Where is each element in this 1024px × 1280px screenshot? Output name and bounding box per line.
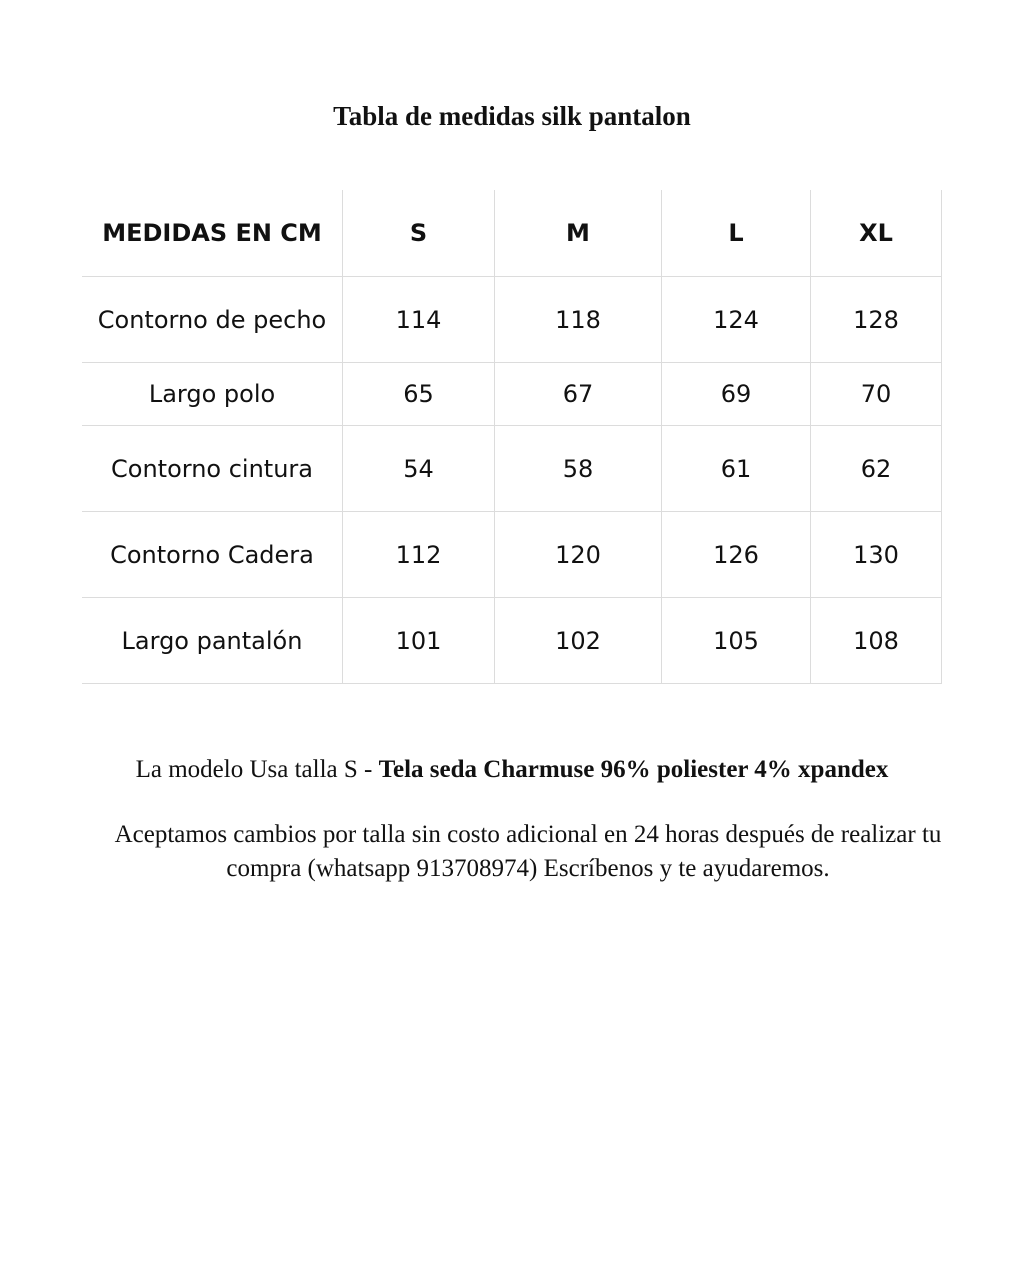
cell-value: 67	[495, 363, 662, 426]
cell-value: 118	[495, 277, 662, 363]
exchange-policy: Aceptamos cambios por talla sin costo adicional en 24 horas después de realizar tu compra (whatsapp 913708974) Escríbenos y te ayudaremos.	[114, 821, 942, 882]
row-label: Contorno Cadera	[82, 512, 343, 598]
header-size-m: M	[495, 190, 662, 277]
cell-value: 102	[495, 598, 662, 684]
row-label: Largo polo	[82, 363, 343, 426]
cell-value: 120	[495, 512, 662, 598]
cell-value: 101	[343, 598, 495, 684]
row-label: Contorno de pecho	[82, 277, 343, 363]
size-table	[82, 190, 942, 684]
row-label: Contorno cintura	[82, 426, 343, 512]
table-header-row	[82, 190, 942, 277]
model-size-note	[0, 752, 1024, 788]
cell-value: 62	[811, 426, 942, 512]
model-size-text: La modelo Usa talla S -	[135, 756, 379, 783]
cell-value: 70	[811, 363, 942, 426]
header-size-l: L	[662, 190, 811, 277]
cell-value: 126	[662, 512, 811, 598]
cell-value: 112	[343, 512, 495, 598]
cell-value: 69	[662, 363, 811, 426]
cell-value: 108	[811, 598, 942, 684]
cell-value: 65	[343, 363, 495, 426]
cell-value: 124	[662, 277, 811, 363]
cell-value: 130	[811, 512, 942, 598]
table-row	[82, 426, 942, 512]
cell-value: 54	[343, 426, 495, 512]
table-row	[82, 363, 942, 426]
cell-value: 114	[343, 277, 495, 363]
cell-value: 61	[662, 426, 811, 512]
table-row	[82, 598, 942, 684]
cell-value: 128	[811, 277, 942, 363]
table-row	[82, 277, 942, 363]
table-row	[82, 512, 942, 598]
fabric-composition: Tela seda Charmuse 96% poliester 4% xpandex	[378, 756, 889, 783]
cell-value: 58	[495, 426, 662, 512]
cell-value: 105	[662, 598, 811, 684]
page-title: Tabla de medidas silk pantalon	[333, 101, 691, 131]
header-size-xl: XL	[811, 190, 942, 277]
header-size-s: S	[343, 190, 495, 277]
row-label: Largo pantalón	[82, 598, 343, 684]
header-measurements: MEDIDAS EN CM	[82, 190, 343, 277]
